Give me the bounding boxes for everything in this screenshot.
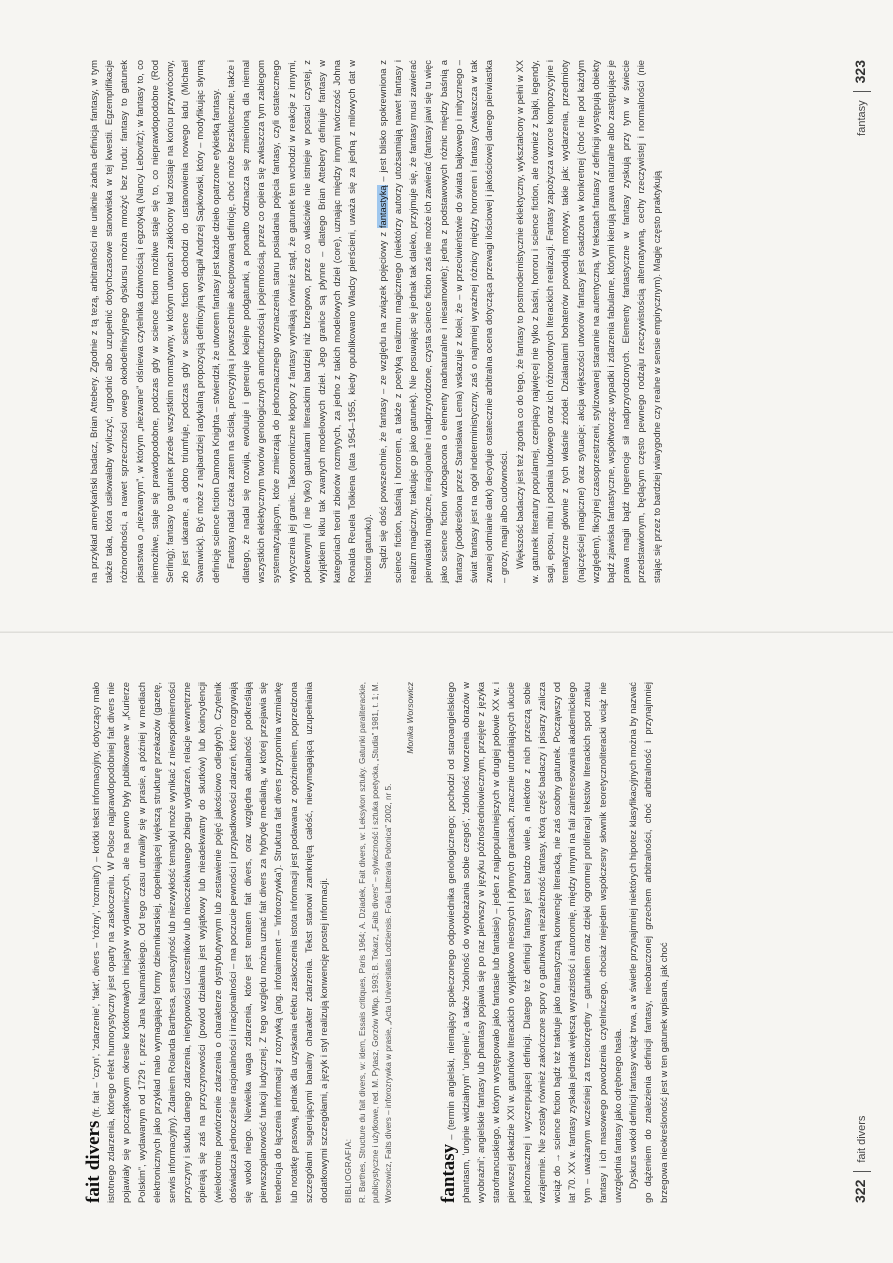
paragraph-2: Fantasy nadal czeka zatem na ścisłą, precyzyjną i powszechnie akceptowaną definicję, choć może bezskutecznie, także i dlatego, że nadal się rozwija, ewoluuje i generuje kolejne podgatunki, a ponadto odznacza się zmienioną dla niemal wszystkich eklektycznym tworów genologicznych amorficznością i pojemnością, przez co opiera się zwłaszcza tym zabiegom systematyzującym, które zmierzają do jednoznacznego wyznaczenia stanu posiadania pojęcia fantasy, czyli ostatecznego wytyczenia jej granic. Taksonomiczne kłopoty z fantasy wynikają również stąd, że gatunek ten wchodzi w reakcje z innymi, pokrewnymi (i nie tylko) gatunkami literackimi bardziej niż brzegowo, przez co właściwie nie istnieje w postaci czystej, z wyjątkiem kilku tak zwanych modelowych dzieł. Jego granice są płynne – dlatego Brian Attebery definiuje fantasy w kategoriach teorii zbiorów rozmytych, za jedno z takich modelowych dzieł (core), uznając między innymi twórczość Johna Ronalda Reuela Tolkiena (lata 1954–1955, kiedy opublikowano Władcy pierścieni, uważa się za jedną z milowych dat w historii gatunku). bbox=[224, 60, 373, 583]
page-number-left: 322 bbox=[852, 1179, 869, 1203]
entry-fait-divers bbox=[83, 682, 419, 1203]
bibliography-text: R. Barthes, Structure du fait divers, w: idem, Essais critiques, Paris 1964; A. Dziadek, Fait divers, w: Leksykon sztuky. Gatunki paraliterackie, publicystyczne i użytkowe, red. M. Pytasz, Gorzów Wlkp. 1993; B. Tokarz, „Faits divers” – sylwiczność i sztuka poetycka, „Studia” 1981, t. 1; M. Worsowicz, Faits divers – inforozrywka w prasie, „Acta Universitatis Lodziensis. Folia Litteraria Polonica” 2002, nr 5. bbox=[358, 682, 394, 1203]
entry-body-fantasy: – (termin angielski, niemający społeczonego odpowiednika genologicznego; pochodzi od staroangielskiego phantasm, 'urojnie widziałnym' 'urojenie', a także 'zdolność do wyobrażania sobie czegoś', 'zdolność tworzenia obrazów w wyobraźni'; angielskie fantasy lub phantasy pojawia się po raz pierwszy w języku późnośredniowiecznym, przejęte z języka starofrancuskiego, w którym występowało jako fantasie lub fantaisie) – jeden z najpopularniejszych w drugiej połowie XX w. i pierwszej dekadzie XXI w. gatunków literackich o wyjątkowo nieostrych i płynnych granicach, znacznie utrudniających ukucie jednoznacznej i wyczerpującej definicji. Dlatego też definicji fantasy jest bardzo wiele, a niektóre z nich przeczą sobie wzajemnie. Nie zostały również zakończone spory o gatunkową niezależność fantasy, którą część badaczy i pisarzy zalicza wciąż do → science fiction bądź też traktuje jako fantastyczną konwencję literacką, nie zaś osobny gatunek. Począwszy od lat 70. XX w. fantasy zyskała jednak większą wyrazistość i autonomię, między innymi na fali zainteresowania akademickiego tym – uważanym wcześniej za trzeciorzędny – gatunkiem oraz dzięki ogromnej proliferacji tekstów literackich spod znaku fantasy i ich masowego powodzenia czytelniczego, chociaż niejeden współczesny słownik teoretycznoliteracki wciąż nie uwzględnia fantasy jako odrębnego hasła. bbox=[444, 682, 623, 1203]
right-page bbox=[0, 0, 893, 631]
left-page bbox=[0, 632, 893, 1263]
entry-author: Monika Worsowicz bbox=[405, 682, 416, 754]
entry-heading-fait-divers: fait divers bbox=[83, 1120, 104, 1203]
paragraph-3-end: – jest blisko spokrewniona z science fiction, baśnią i horrorem, a także z poetyką realizmu magicznego (niektórzy autorzy utożsamiają nawet fantasy i realizm magiczny, traktując go jako gatunek). Nie posuwając się jednak tak daleko, przyjmuje się, że fantasy musi zawierać pierwiastki magiczne, irracjonalne i nadprzyrodzone, czysta science fiction zaś nie może ich zawierać (fantasy jawi się tu więc jako science fiction wzbogacona o elementy nadnaturalne i niesamowite); jedna z podstawowych różnic między baśnią a fantasy (podkreślona przez Stanisława Lema) wskazuje z kolei, że – w przeciwieństwie do świata bajkowego i mitycznego – świat fantasy jest na ogół indeterministyczny, zaś o najmniej wyraźnej różnicy między horrorem i fantasy (zwłaszcza w tak zwanej odmianie dark) decyduje ostatecznie arbitralna ocena dotycząca przewagi ilościowej i jakościowej danego pierwiastka – grozy, magii albo cudowności. bbox=[376, 60, 510, 583]
entry-body-fait-divers: (fr. fait – 'czyn', 'zdarzenie', 'fakt', divers – 'różny', 'rozmaity') – krótki tekst informacyjny, dotyczący mało istotnego zdarzenia, którego efekt humorystyczny jest oparty na zaskoczeniu. W Polsce najprawdopodobniej fait divers nie pojawiały się w początkowym okresie krótkotrwałych inicjatyw wydawniczych, ale na pewno były publikowane w „Kurierze Polskim”, wydawanym od 1729 r. przez Jana Naumańskiego. Od tego czasu utrwaliły się w prasie, a później w mediach elektronicznych jako przykład mało wymagającej formy dziennikarskiej, dopełniającej większą strukturę przekazów (gazetę, serwis informacyjny). Zdaniem Rolanda Barthesa, sensacyjność lub niezwykłość tematyki może wynikać z niewspółmierności przyczyny i skutku danego zdarzenia, nietypowości uczestników lub nieoczekiwanego zbiegu wydarzeń, relacje wewnętrzne opierają się zaś na przyczynowości (powód działania jest wyjątkowy lub nieadekwatny do skutków) lub koincydencji (wielokrotnie powtórzenie zdarzenia o charakterze dystrybutywnym lub zestawienie pojęć jakościowo odległych). Czytelnik doświadcza jednocześnie racjonalności i irracjonalności – ma poczucie pewności i przypadkowości zdarzeń, które rozgrywają się wokół niego. Niewielka waga zdarzenia, które jest tematem fait divers, oraz względna aktualność podkreślają pierwszoplanowość funkcji ludycznej. Z tego względu można uznać fait divers za hybrydę medialną, w której przejawia się tendencja do łączenia informacji z rozrywką (ang. infotainment – 'inforozrywka'). Struktura fait divers przypomina wzmiankę lub notatkę prasową, jednak dla uzyskania efektu zaskoczenia istota informacji jest podawana z opóźnieniem, poprzedzona szczegółami sugerującymi banalny charakter zdarzenia. Tekst stanowi zamkniętą całość, niewymagającą uzupełniania dodatkowymi szczegółami, a język i styl realizują konwencję prostej informacji. bbox=[90, 682, 330, 1203]
fantasy-continued bbox=[86, 60, 664, 583]
paragraph-4: Większość badaczy jest też zgodna co do tego, że fantasy to postmodernistycznie eklektyczny, wykształcony w pełni w XX w. gatunek literatury popularnej, czerpiący najwięcej nie tylko z baśni, horroru i science fiction, ale również z bajki, legendy, sagi, eposu, mitu i podania ludowego oraz ich różnorodnych literackich realizacji. Fantasy zapożycza wzorce kompozycyjne i tematyczne głównie z tych właśnie źródeł. Działaniami bohaterów powodują motywy, takie jak: wydarzenia, przedmioty (najczęściej magiczne) oraz sytuacje; akcja większości utworów fantasy jest osadzona w konkretnej (choć nie pod każdym względem), fikcyjnej czasoprzestrzeni, stylizowanej starannie na autentyczną. W tekstach fantasy z definicji występują obiekty bądź zjawiska fantastyczne, współtworząc wypadki i zdarzenia fabularne, którymi kierują prawa naturalne albo zastępujące je prawa magii bądź ingerencje sił nadprzyrodzonych. Elementy fantastyczne w fantasy zyskują przy tym w świecie przedstawionym, będącym często pewnego rodzaju rzeczywistością alternatywną, cechy rzeczywistej i normalności (nie stając się przez to bardziej wiarygodne czy realne w sensie empirycznym). Magię często praktykują bbox=[513, 60, 662, 583]
entry-fantasy bbox=[437, 682, 671, 1203]
paragraph-1: na przykład amerykański badacz, Brian Attebery. Zgodnie z tą tezą, arbitralności nie uniknie żadna definicja fantasy, w tym także taka, która usiłowałaby wyliczyć, urgodnić albo uzupełnić dotychczasowe stanowiska w tej kwestii. Egzemplifikacje różnorodności, a nawet sprzeczności owego okołodefinicyjnego dyskursu można mnożyć bez trudu: fantasy to gatunek pisarstwa o „niezwanym”, w którym „niezwane” olśniewa czytelnika dziwnością i egzotyką (Nancy Lebovitz); w fantasy to, co niemożliwe, staje się prawdopodobne, podczas gdy w science fiction możliwe staje się to, co nieprawdopodobne (Rod Serling); fantasy to gatunek przede wszystkim normatywny, w którym utworach zakłócony ład zostaje na końcu przywrócony, zło jest ukarane, a dobro triumfuje, podczas gdy w science fiction dochodzi do ustanowienia nowego ładu (Michael Swanwick). Być może z najbardziej radykalną propozycją definicyjną wystąpił Andrzej Sapkowski, który – modyfikując słynną definicję science fiction Damona Knighta – stwierdził, że utworem fantasy jest każde dzieło opatrzone etykietką fantasy. bbox=[88, 60, 221, 583]
paragraph-3-start: Sądzi się dość powszechnie, że fantasy – ze względu na związek pojęciowy z bbox=[376, 231, 388, 569]
entry-heading-fantasy: fantasy bbox=[437, 1143, 459, 1203]
page-number-right: 323 bbox=[852, 60, 869, 84]
folio-divider bbox=[853, 91, 871, 92]
running-head-left: fait divers bbox=[856, 1115, 869, 1163]
highlighted-word: fantastyką bbox=[376, 185, 388, 229]
bibliography-label: BIBLIOGRAFIA: bbox=[343, 1138, 354, 1203]
page-folio-right bbox=[852, 60, 871, 136]
book-gutter bbox=[0, 631, 893, 633]
running-head-right: fantasy bbox=[856, 100, 869, 136]
page-folio-left bbox=[852, 1116, 871, 1203]
paragraph-3 bbox=[375, 60, 512, 583]
entry-body-fantasy-2: Dyskurs wokół definicji fantasy wciąż trwa, a w świetle przynajmniej niektórych hipotez klasyfikacyjnych można by nazwać go dążeniem do znalezienia definicji fantasy, nieobarczonej grzechem arbitralności, choć arbitralność i przynajmniej brzegowa nieokreśloność jest w ten gatunek wpisana, jak choć bbox=[627, 682, 669, 1203]
folio-divider bbox=[853, 1171, 871, 1172]
